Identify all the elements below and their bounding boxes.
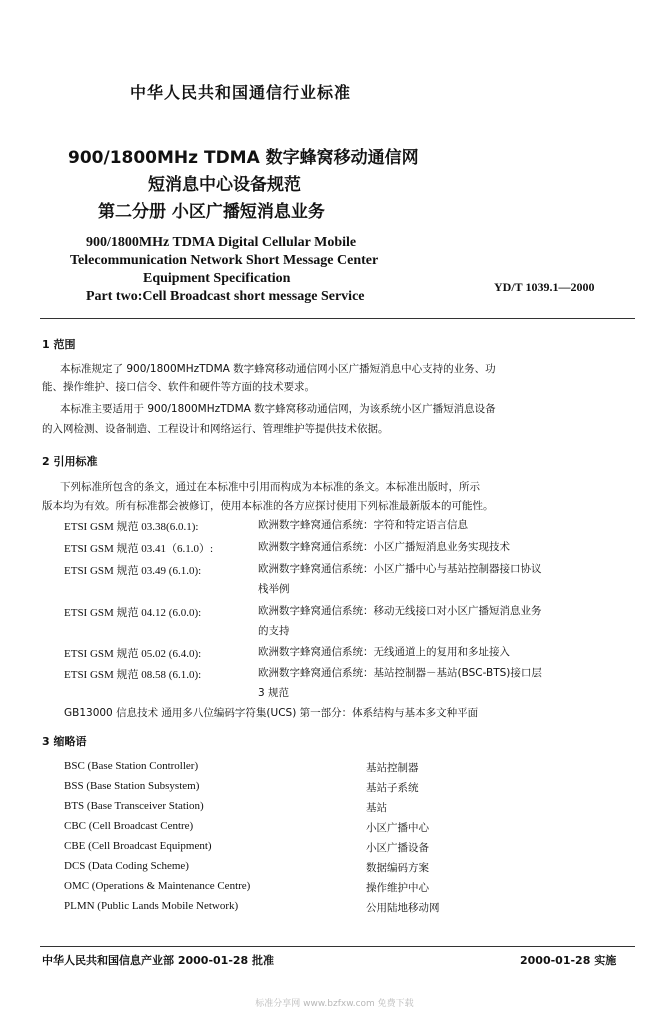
section-2-para-line2: 版本均为有效。所有标准都会被修订，使用本标准的各方应探讨使用下列标准最新版本的可能性。 [42,500,494,512]
abbr-term: BSC (Base Station Controller) [64,760,199,772]
ref-text: 欧洲数字蜂窝通信系统：移动无线接口对小区广播短消息业务 [258,605,542,617]
watermark: 标准分享网 www.bzfxw.com 免费下载 [255,999,414,1009]
ref-code: ETSI GSM 规范 03.49 (6.1.0): [64,565,202,577]
ref-code: ETSI GSM 规范 03.38(6.0.1): [64,521,199,533]
title-en-line2: Telecommunication Network Short Message Center [70,253,379,268]
title-en-line1: 900/1800MHz TDMA Digital Cellular Mobile [86,235,357,250]
title-en-line4: Part two:Cell Broadcast short message Service [86,289,365,304]
abbr-meaning: 基站控制器 [366,762,419,774]
title-divider [40,318,635,319]
abbr-term: DCS (Data Coding Scheme) [64,860,189,872]
abbr-meaning: 操作维护中心 [366,882,429,894]
section-2-title: 2 引用标准 [42,455,98,468]
section-1-para1-line2: 能、操作维护、接口信令、软件和硬件等方面的技术要求。 [42,381,315,393]
title-cn-line1: 900/1800MHz TDMA 数字蜂窝移动通信网 [68,148,419,168]
abbr-meaning: 基站子系统 [366,782,419,794]
approval-date: 中华人民共和国信息产业部 2000-01-28 批准 [42,954,275,967]
standard-number: YD/T 1039.1—2000 [494,280,595,294]
abbr-term: PLMN (Public Lands Mobile Network) [64,900,239,912]
ref-text: 欧洲数字蜂窝通信系统：小区广播中心与基站控制器接口协议 [258,563,542,575]
ref-text: 欧洲数字蜂窝通信系统：基站控制器－基站(BSC-BTS)接口层 [258,667,542,679]
ref-text-cont: 的支持 [258,625,290,637]
abbr-meaning: 公用陆地移动网 [366,902,440,914]
ref-text: 欧洲数字蜂窝通信系统：无线通道上的复用和多址接入 [258,646,510,658]
ref-text-cont: 栈举例 [258,583,290,595]
title-cn-line2: 短消息中心设备规范 [148,175,301,195]
gb-reference: GB13000 信息技术 通用多八位编码字符集(UCS) 第一部分：体系结构与基本多文种平面 [64,707,479,719]
ref-code: ETSI GSM 规范 05.02 (6.4.0): [64,648,202,660]
section-2-para-line1: 下列标准所包含的条文，通过在本标准中引用而构成为本标准的条文。本标准出版时，所示 [60,481,480,493]
abbr-term: CBE (Cell Broadcast Equipment) [64,840,212,852]
ref-code: ETSI GSM 规范 03.41（6.1.0）: [64,543,214,555]
ref-text: 欧洲数字蜂窝通信系统：字符和特定语言信息 [258,519,468,531]
abbr-meaning: 小区广播设备 [366,842,429,854]
ref-code: ETSI GSM 规范 08.58 (6.1.0): [64,669,202,681]
abbr-term: BSS (Base Station Subsystem) [64,780,200,792]
title-en-line3: Equipment Specification [143,271,291,286]
footer-divider [40,946,635,947]
ref-text-cont: 3 规范 [258,687,290,699]
ref-code: ETSI GSM 规范 04.12 (6.0.0): [64,607,202,619]
section-1-para2-line2: 的入网检测、设备制造、工程设计和网络运行、管理维护等提供技术依据。 [42,423,389,435]
section-1-para1-line1: 本标准规定了 900/1800MHzTDMA 数字蜂窝移动通信网小区广播短消息中心支持的业务、功 [60,363,496,375]
abbr-term: BTS (Base Transceiver Station) [64,800,204,812]
ref-text: 欧洲数字蜂窝通信系统：小区广播短消息业务实现技术 [258,541,510,553]
abbr-term: OMC (Operations & Maintenance Centre) [64,880,251,892]
section-1-title: 1 范围 [42,338,76,351]
title-cn-line3: 第二分册 小区广播短消息业务 [98,202,325,222]
standard-header: 中华人民共和国通信行业标准 [130,83,352,102]
implementation-date: 2000-01-28 实施 [520,954,617,967]
abbr-meaning: 基站 [366,802,387,814]
section-1-para2-line1: 本标准主要适用于 900/1800MHzTDMA 数字蜂窝移动通信网，为该系统小区广播短消息设备 [60,403,496,415]
abbr-meaning: 数据编码方案 [366,862,429,874]
section-3-title: 3 缩略语 [42,735,87,748]
abbr-term: CBC (Cell Broadcast Centre) [64,820,194,832]
abbr-meaning: 小区广播中心 [366,822,429,834]
